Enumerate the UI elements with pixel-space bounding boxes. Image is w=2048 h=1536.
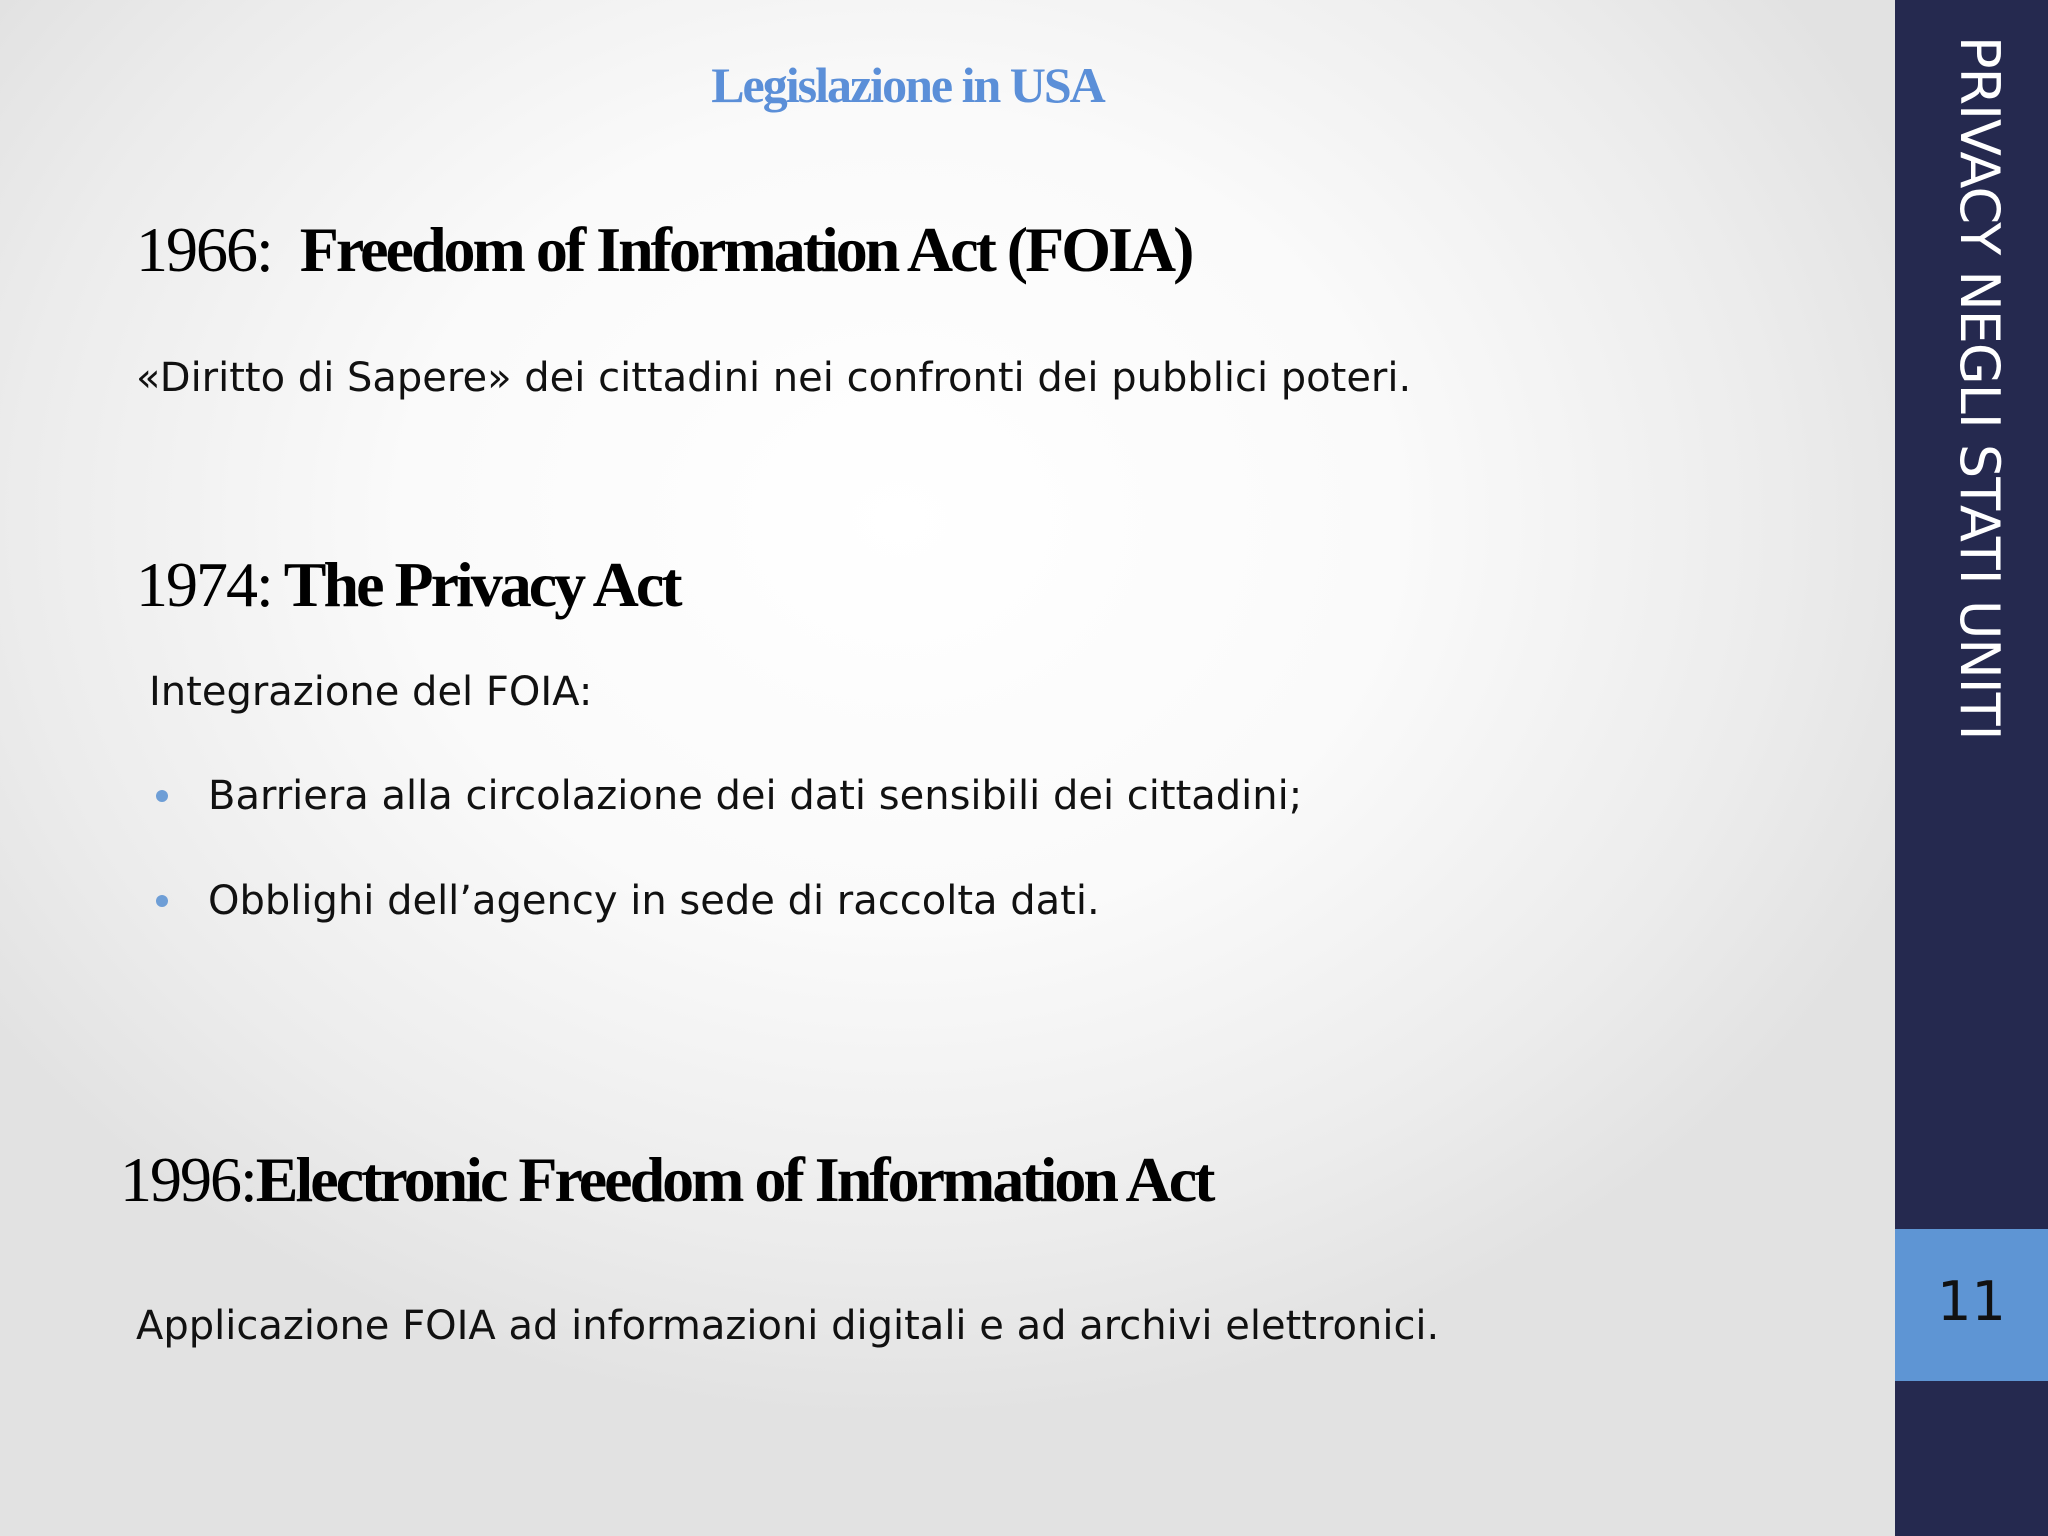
bullet-dot-icon — [156, 790, 168, 802]
heading-year: 1996: — [120, 1144, 256, 1215]
heading-act: Freedom of Information Act (FOIA) — [299, 214, 1192, 285]
slide-title: Legislazione in USA — [711, 57, 1104, 113]
bullet-text: Obblighi dell’agency in sede di raccolta dati. — [208, 878, 1100, 924]
heading-1966 — [136, 214, 1192, 285]
sidebar-title: PRIVACY NEGLI STATI UNITI — [1948, 36, 2011, 740]
page-number-box — [1895, 1229, 2048, 1381]
heading-act: The Privacy Act — [283, 549, 680, 620]
section-description-1966: «Diritto di Sapere» dei cittadini nei confronti dei pubblici poteri. — [136, 355, 1412, 401]
heading-1974 — [136, 549, 680, 620]
bullet-text: Barriera alla circolazione dei dati sensibili dei cittadini; — [208, 773, 1303, 819]
section-intro-1974: Integrazione del FOIA: — [149, 669, 593, 715]
heading-act: Electronic Freedom of Information Act — [255, 1144, 1213, 1215]
heading-year: 1966: — [136, 214, 272, 285]
heading-1996 — [120, 1144, 1213, 1215]
section-description-1996: Applicazione FOIA ad informazioni digitali e ad archivi elettronici. — [136, 1303, 1440, 1349]
page-number: 11 — [1937, 1270, 2006, 1333]
bullet-dot-icon — [156, 895, 168, 907]
heading-year: 1974: — [136, 549, 272, 620]
